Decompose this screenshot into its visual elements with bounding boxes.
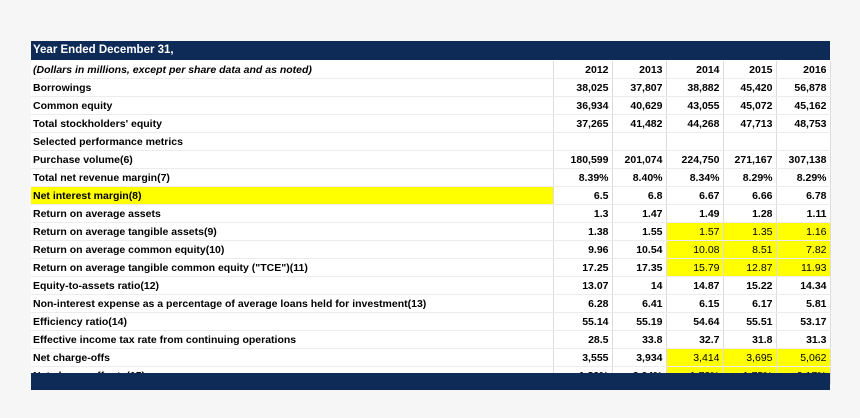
value-cell-2015: 47,713 [723, 115, 776, 133]
row-label: Total stockholders' equity [31, 115, 553, 133]
value-cell-2014: 14.87 [666, 277, 723, 295]
value-cell-2015: 12.87 [723, 259, 776, 277]
value-cell-2014: 32.7 [666, 331, 723, 349]
value-cell-2016: 7.82 [776, 241, 830, 259]
row-label: Net interest margin(8) [31, 187, 553, 205]
table-row [31, 151, 830, 169]
column-header-2013: 2013 [612, 61, 666, 79]
value-cell-2012: 17.25 [553, 259, 612, 277]
value-cell-2013: 1.47 [612, 205, 666, 223]
value-cell-2015: 31.8 [723, 331, 776, 349]
value-cell-2016: 5,062 [776, 349, 830, 367]
value-cell-2013: 6.8 [612, 187, 666, 205]
value-cell-2013 [612, 133, 666, 151]
value-cell-2014: 44,268 [666, 115, 723, 133]
table-row [31, 259, 830, 277]
value-cell-2013: 8.40% [612, 169, 666, 187]
value-cell-2016: 56,878 [776, 79, 830, 97]
value-cell-2014: 6.67 [666, 187, 723, 205]
table-row [31, 115, 830, 133]
value-cell-2015: 6.17 [723, 295, 776, 313]
table-row [31, 241, 830, 259]
value-cell-2014: 10.08 [666, 241, 723, 259]
table-row [31, 277, 830, 295]
value-cell-2015: 6.66 [723, 187, 776, 205]
value-cell-2012: 6.5 [553, 187, 612, 205]
table-row [31, 295, 830, 313]
value-cell-2012: 1.38 [553, 223, 612, 241]
table-row [31, 331, 830, 349]
value-cell-2013: 14 [612, 277, 666, 295]
value-cell-2015: 8.29% [723, 169, 776, 187]
value-cell-2014 [666, 133, 723, 151]
value-cell-2015 [723, 133, 776, 151]
row-label: Common equity [31, 97, 553, 115]
header-note: (Dollars in millions, except per share data and as noted) [31, 61, 553, 79]
value-cell-2016: 53.17 [776, 313, 830, 331]
value-cell-2012: 1.3 [553, 205, 612, 223]
value-cell-2016: 45,162 [776, 97, 830, 115]
value-cell-2013: 3,934 [612, 349, 666, 367]
row-label: Return on average common equity(10) [31, 241, 553, 259]
row-label: Non-interest expense as a percentage of average loans held for investment(13) [31, 295, 553, 313]
value-cell-2016: 8.29% [776, 169, 830, 187]
value-cell-2013: 33.8 [612, 331, 666, 349]
column-header-2015: 2015 [723, 61, 776, 79]
row-label: Net charge-offs [31, 349, 553, 367]
value-cell-2012: 28.5 [553, 331, 612, 349]
table-row [31, 79, 830, 97]
value-cell-2014: 3,414 [666, 349, 723, 367]
value-cell-2015: 45,420 [723, 79, 776, 97]
value-cell-2012: 8.39% [553, 169, 612, 187]
value-cell-2014: 6.15 [666, 295, 723, 313]
value-cell-2014: 1.57 [666, 223, 723, 241]
column-header-2014: 2014 [666, 61, 723, 79]
value-cell-2014: 224,750 [666, 151, 723, 169]
value-cell-2013: 6.41 [612, 295, 666, 313]
row-label: Return on average tangible assets(9) [31, 223, 553, 241]
value-cell-2014: 15.79 [666, 259, 723, 277]
value-cell-2015: 271,167 [723, 151, 776, 169]
table-row [31, 187, 830, 205]
value-cell-2013: 40,629 [612, 97, 666, 115]
value-cell-2012: 55.14 [553, 313, 612, 331]
value-cell-2013: 41,482 [612, 115, 666, 133]
row-label: Efficiency ratio(14) [31, 313, 553, 331]
row-label: Purchase volume(6) [31, 151, 553, 169]
value-cell-2013: 37,807 [612, 79, 666, 97]
table-row [31, 223, 830, 241]
value-cell-2012: 36,934 [553, 97, 612, 115]
row-label: Return on average assets [31, 205, 553, 223]
value-cell-2012: 37,265 [553, 115, 612, 133]
value-cell-2015: 1.28 [723, 205, 776, 223]
value-cell-2015: 1.35 [723, 223, 776, 241]
row-label: Equity-to-assets ratio(12) [31, 277, 553, 295]
value-cell-2014: 1.49 [666, 205, 723, 223]
table-row [31, 169, 830, 187]
value-cell-2015: 8.51 [723, 241, 776, 259]
value-cell-2016: 6.78 [776, 187, 830, 205]
value-cell-2015: 45,072 [723, 97, 776, 115]
value-cell-2012: 3,555 [553, 349, 612, 367]
value-cell-2016: 14.34 [776, 277, 830, 295]
value-cell-2015: 55.51 [723, 313, 776, 331]
value-cell-2012: 180,599 [553, 151, 612, 169]
value-cell-2015: 3,695 [723, 349, 776, 367]
row-label: Effective income tax rate from continuing operations [31, 331, 553, 349]
table-row [31, 313, 830, 331]
value-cell-2015: 15.22 [723, 277, 776, 295]
value-cell-2016: 1.16 [776, 223, 830, 241]
value-cell-2016: 48,753 [776, 115, 830, 133]
header-row [31, 61, 830, 79]
table-row [31, 133, 830, 151]
value-cell-2012: 13.07 [553, 277, 612, 295]
value-cell-2012 [553, 133, 612, 151]
table-footer-bar [31, 373, 830, 390]
value-cell-2013: 17.35 [612, 259, 666, 277]
value-cell-2013: 201,074 [612, 151, 666, 169]
value-cell-2016: 31.3 [776, 331, 830, 349]
value-cell-2016: 11.93 [776, 259, 830, 277]
table-title: Year Ended December 31, [31, 41, 830, 60]
table-row [31, 205, 830, 223]
metrics-table [31, 61, 831, 385]
value-cell-2016: 1.11 [776, 205, 830, 223]
value-cell-2014: 8.34% [666, 169, 723, 187]
value-cell-2012: 6.28 [553, 295, 612, 313]
value-cell-2012: 9.96 [553, 241, 612, 259]
value-cell-2012: 38,025 [553, 79, 612, 97]
value-cell-2016: 307,138 [776, 151, 830, 169]
value-cell-2013: 10.54 [612, 241, 666, 259]
value-cell-2013: 1.55 [612, 223, 666, 241]
row-label: Borrowings [31, 79, 553, 97]
table-row [31, 349, 830, 367]
value-cell-2013: 55.19 [612, 313, 666, 331]
row-label: Selected performance metrics [31, 133, 553, 151]
row-label: Total net revenue margin(7) [31, 169, 553, 187]
value-cell-2014: 38,882 [666, 79, 723, 97]
row-label: Return on average tangible common equity ("TCE")(11) [31, 259, 553, 277]
financial-table-frame [31, 41, 830, 390]
value-cell-2016 [776, 133, 830, 151]
value-cell-2016: 5.81 [776, 295, 830, 313]
column-header-2012: 2012 [553, 61, 612, 79]
column-header-2016: 2016 [776, 61, 830, 79]
table-body [31, 61, 830, 385]
value-cell-2014: 54.64 [666, 313, 723, 331]
value-cell-2014: 43,055 [666, 97, 723, 115]
table-row [31, 97, 830, 115]
